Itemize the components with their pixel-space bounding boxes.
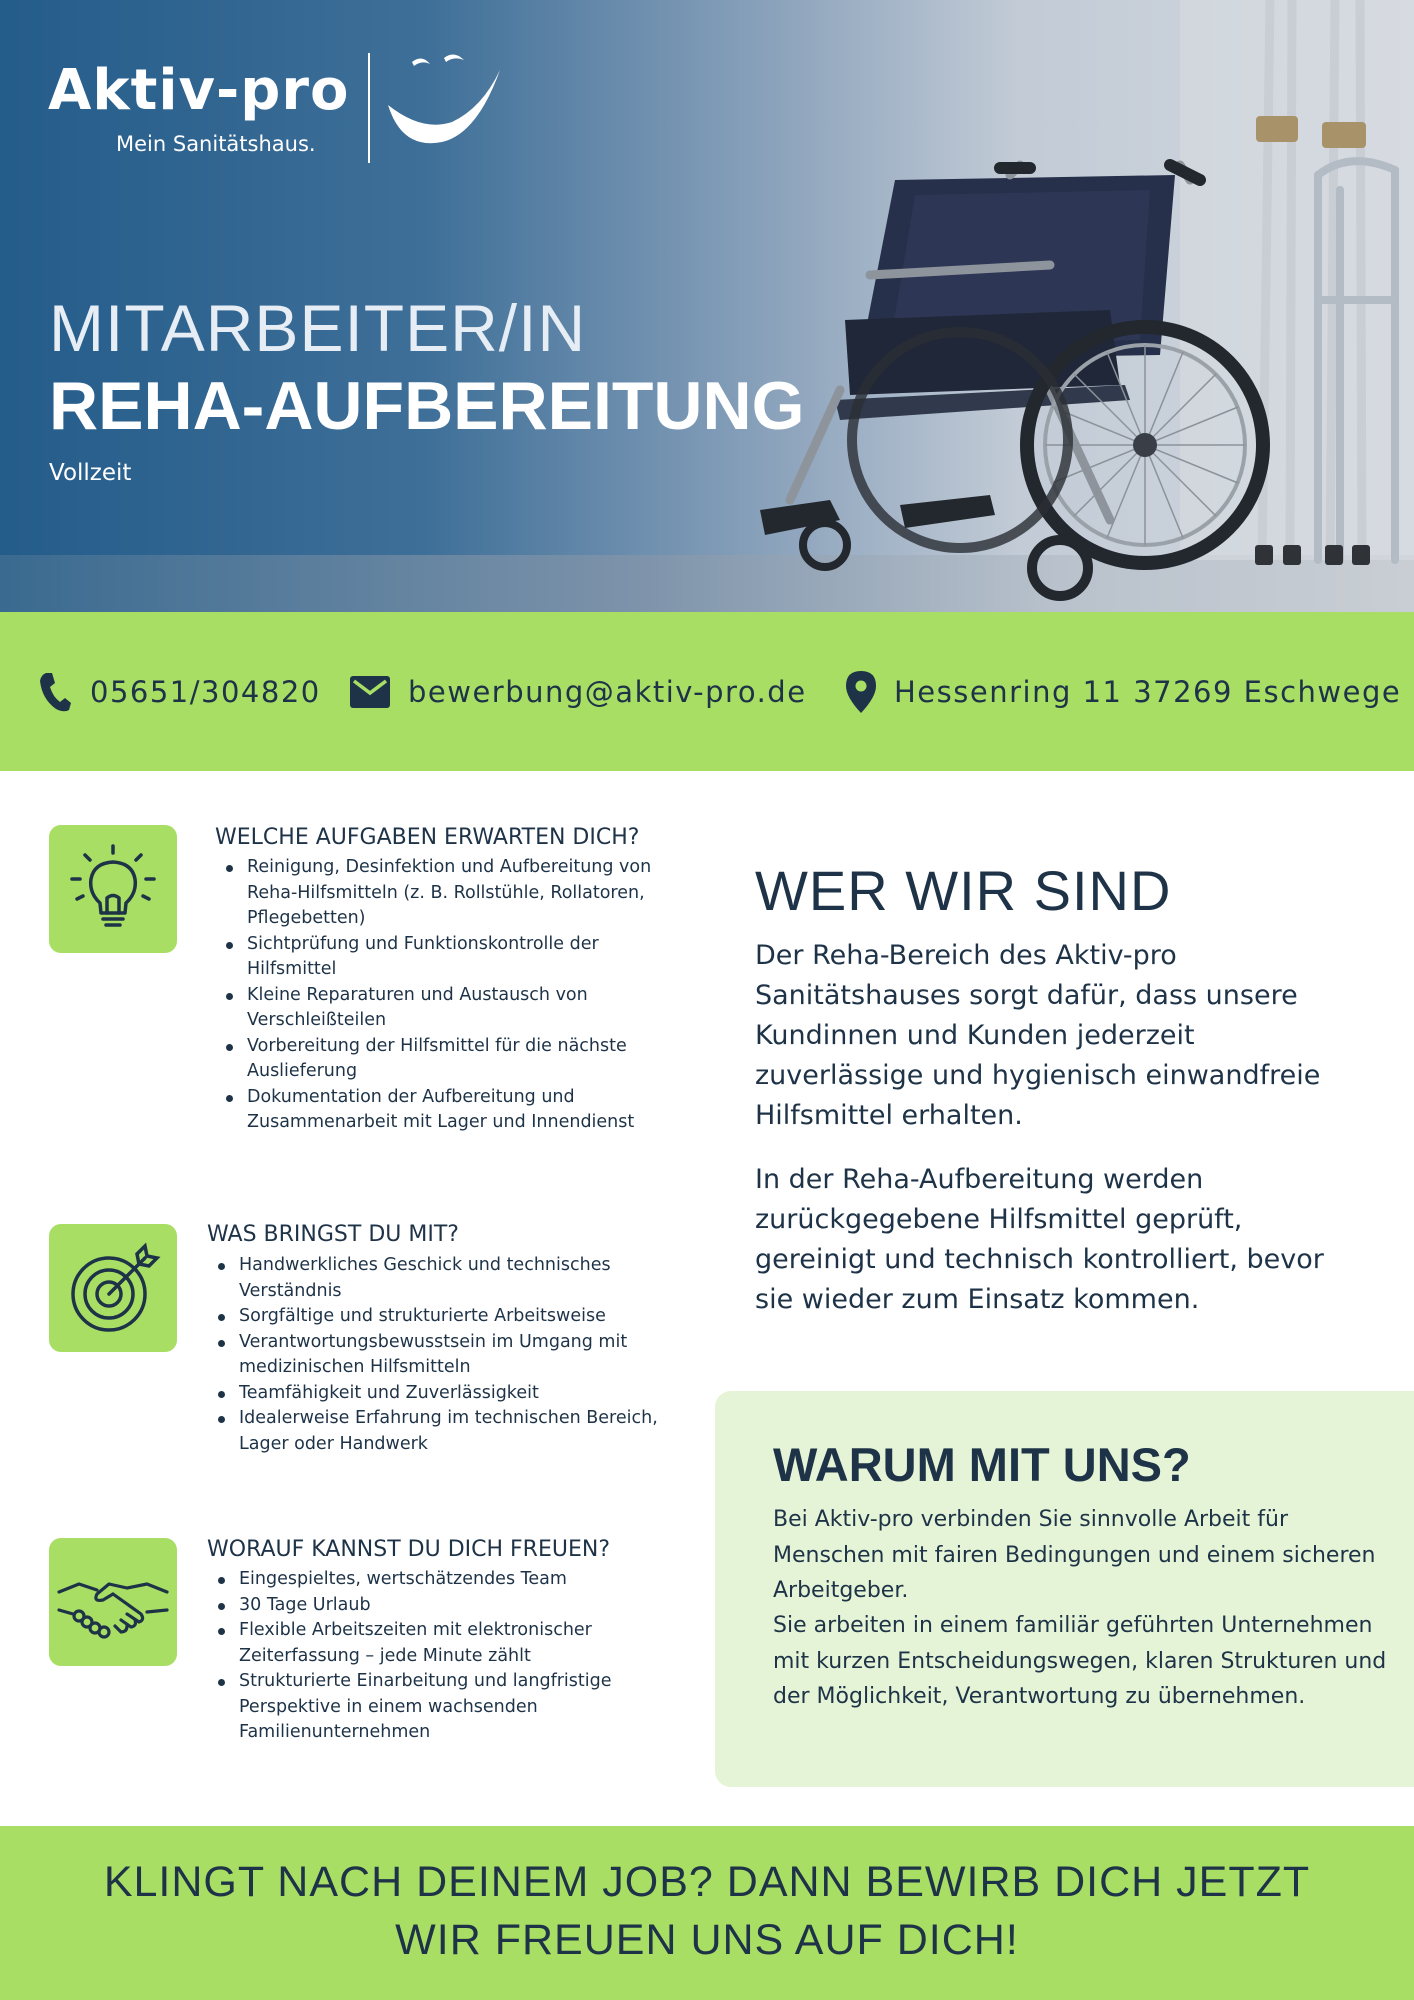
why-us-paragraph-1: Bei Aktiv-pro verbinden Sie sinnvolle Arbeit für Menschen mit fairen Bedingungen und einem sicheren Arbeitgeber. — [773, 1507, 1376, 1603]
list-item: Kleine Reparaturen und Austausch von Verschleißteilen — [215, 983, 685, 1034]
tasks-heading: WELCHE AUFGABEN ERWARTEN DICH? — [215, 825, 640, 850]
street-address: Hessenring 11 37269 Eschwege — [894, 675, 1402, 709]
about-title: WER WIR SIND — [755, 859, 1172, 922]
why-us-title: WARUM MIT UNS? — [773, 1438, 1191, 1491]
benefits-heading: WORAUF KANNST DU DICH FREUEN? — [207, 1537, 611, 1562]
logo-wordmark: Aktiv-pro — [48, 58, 350, 123]
list-item: Strukturierte Einarbeitung und langfristige Perspektive in einem wachsenden Familienunternehmen — [207, 1669, 677, 1746]
list-item: Flexible Arbeitszeiten mit elektronischer Zeiterfassung – jede Minute zählt — [207, 1618, 677, 1669]
call-to-action-footer[interactable] — [0, 1826, 1414, 2000]
smile-logo-icon — [382, 50, 502, 160]
logo-divider — [368, 53, 370, 163]
job-title-line2: REHA-AUFBEREITUNG — [49, 368, 805, 444]
list-item: Sorgfältige und strukturierte Arbeitsweise — [207, 1304, 677, 1330]
logo-tagline: Mein Sanitätshaus. — [116, 132, 316, 156]
contact-bar — [0, 612, 1414, 771]
hero-banner — [0, 0, 1414, 612]
phone-icon — [38, 671, 72, 713]
list-item: Verantwortungsbewusstsein im Umgang mit medizinischen Hilfsmitteln — [207, 1330, 677, 1381]
lightbulb-icon — [67, 843, 159, 935]
why-us-paragraph-2: Sie arbeiten in einem familiär geführten Unternehmen mit kurzen Entscheidungswegen, klaren Strukturen und der Möglichkeit, Verantwortung zu übernehmen. — [773, 1613, 1387, 1709]
phone-number: 05651/304820 — [90, 675, 321, 709]
contact-email[interactable] — [350, 664, 807, 720]
email-address: bewerbung@aktiv-pro.de — [408, 675, 807, 709]
employment-type: Vollzeit — [49, 460, 132, 486]
requirements-icon-box — [49, 1224, 177, 1352]
contact-phone[interactable] — [38, 664, 321, 720]
list-item: Eingespieltes, wertschätzendes Team — [207, 1567, 677, 1593]
list-item: Sichtprüfung und Funktionskontrolle der Hilfsmittel — [215, 932, 685, 983]
requirements-heading: WAS BRINGST DU MIT? — [207, 1222, 459, 1247]
list-item: Reinigung, Desinfektion und Aufbereitung von Reha-Hilfsmitteln (z. B. Rollstühle, Rollatoren, Pflegebetten) — [215, 855, 685, 932]
job-title-line1: MITARBEITER/IN — [49, 291, 587, 365]
tasks-icon-box — [49, 825, 177, 953]
location-pin-icon — [846, 671, 876, 713]
target-icon — [65, 1240, 161, 1336]
aktiv-pro-logo[interactable] — [48, 50, 498, 170]
about-paragraph-2: In der Reha-Aufbereitung werden zurückgegebene Hilfsmittel geprüft, gereinigt und technisch kontrolliert, bevor sie wieder zum Einsatz kommen. — [755, 1164, 1324, 1315]
requirements-list — [207, 1253, 677, 1457]
list-item: Dokumentation der Aufbereitung und Zusammenarbeit mit Lager und Innendienst — [215, 1085, 685, 1136]
list-item: Teamfähigkeit und Zuverlässigkeit — [207, 1381, 677, 1407]
benefits-icon-box — [49, 1538, 177, 1666]
list-item: Idealerweise Erfahrung im technischen Bereich, Lager oder Handwerk — [207, 1406, 677, 1457]
cta-line-1: KLINGT NACH DEINEM JOB? DANN BEWIRB DICH JETZT — [103, 1858, 1311, 1906]
list-item: Vorbereitung der Hilfsmittel für die nächste Auslieferung — [215, 1034, 685, 1085]
list-item: Handwerkliches Geschick und technisches Verständnis — [207, 1253, 677, 1304]
benefits-list — [207, 1567, 677, 1746]
list-item: 30 Tage Urlaub — [207, 1593, 677, 1619]
about-paragraph-1: Der Reha-Bereich des Aktiv-pro Sanitätshauses sorgt dafür, dass unsere Kundinnen und Kunden jederzeit zuverlässige und hygienisch einwandfreie Hilfsmittel erhalten. — [755, 940, 1321, 1131]
handshake-icon — [57, 1562, 169, 1642]
contact-address[interactable] — [846, 664, 1401, 720]
cta-line-2: WIR FREUEN UNS AUF DICH! — [395, 1916, 1019, 1964]
tasks-list — [215, 855, 685, 1136]
email-icon — [350, 676, 390, 708]
